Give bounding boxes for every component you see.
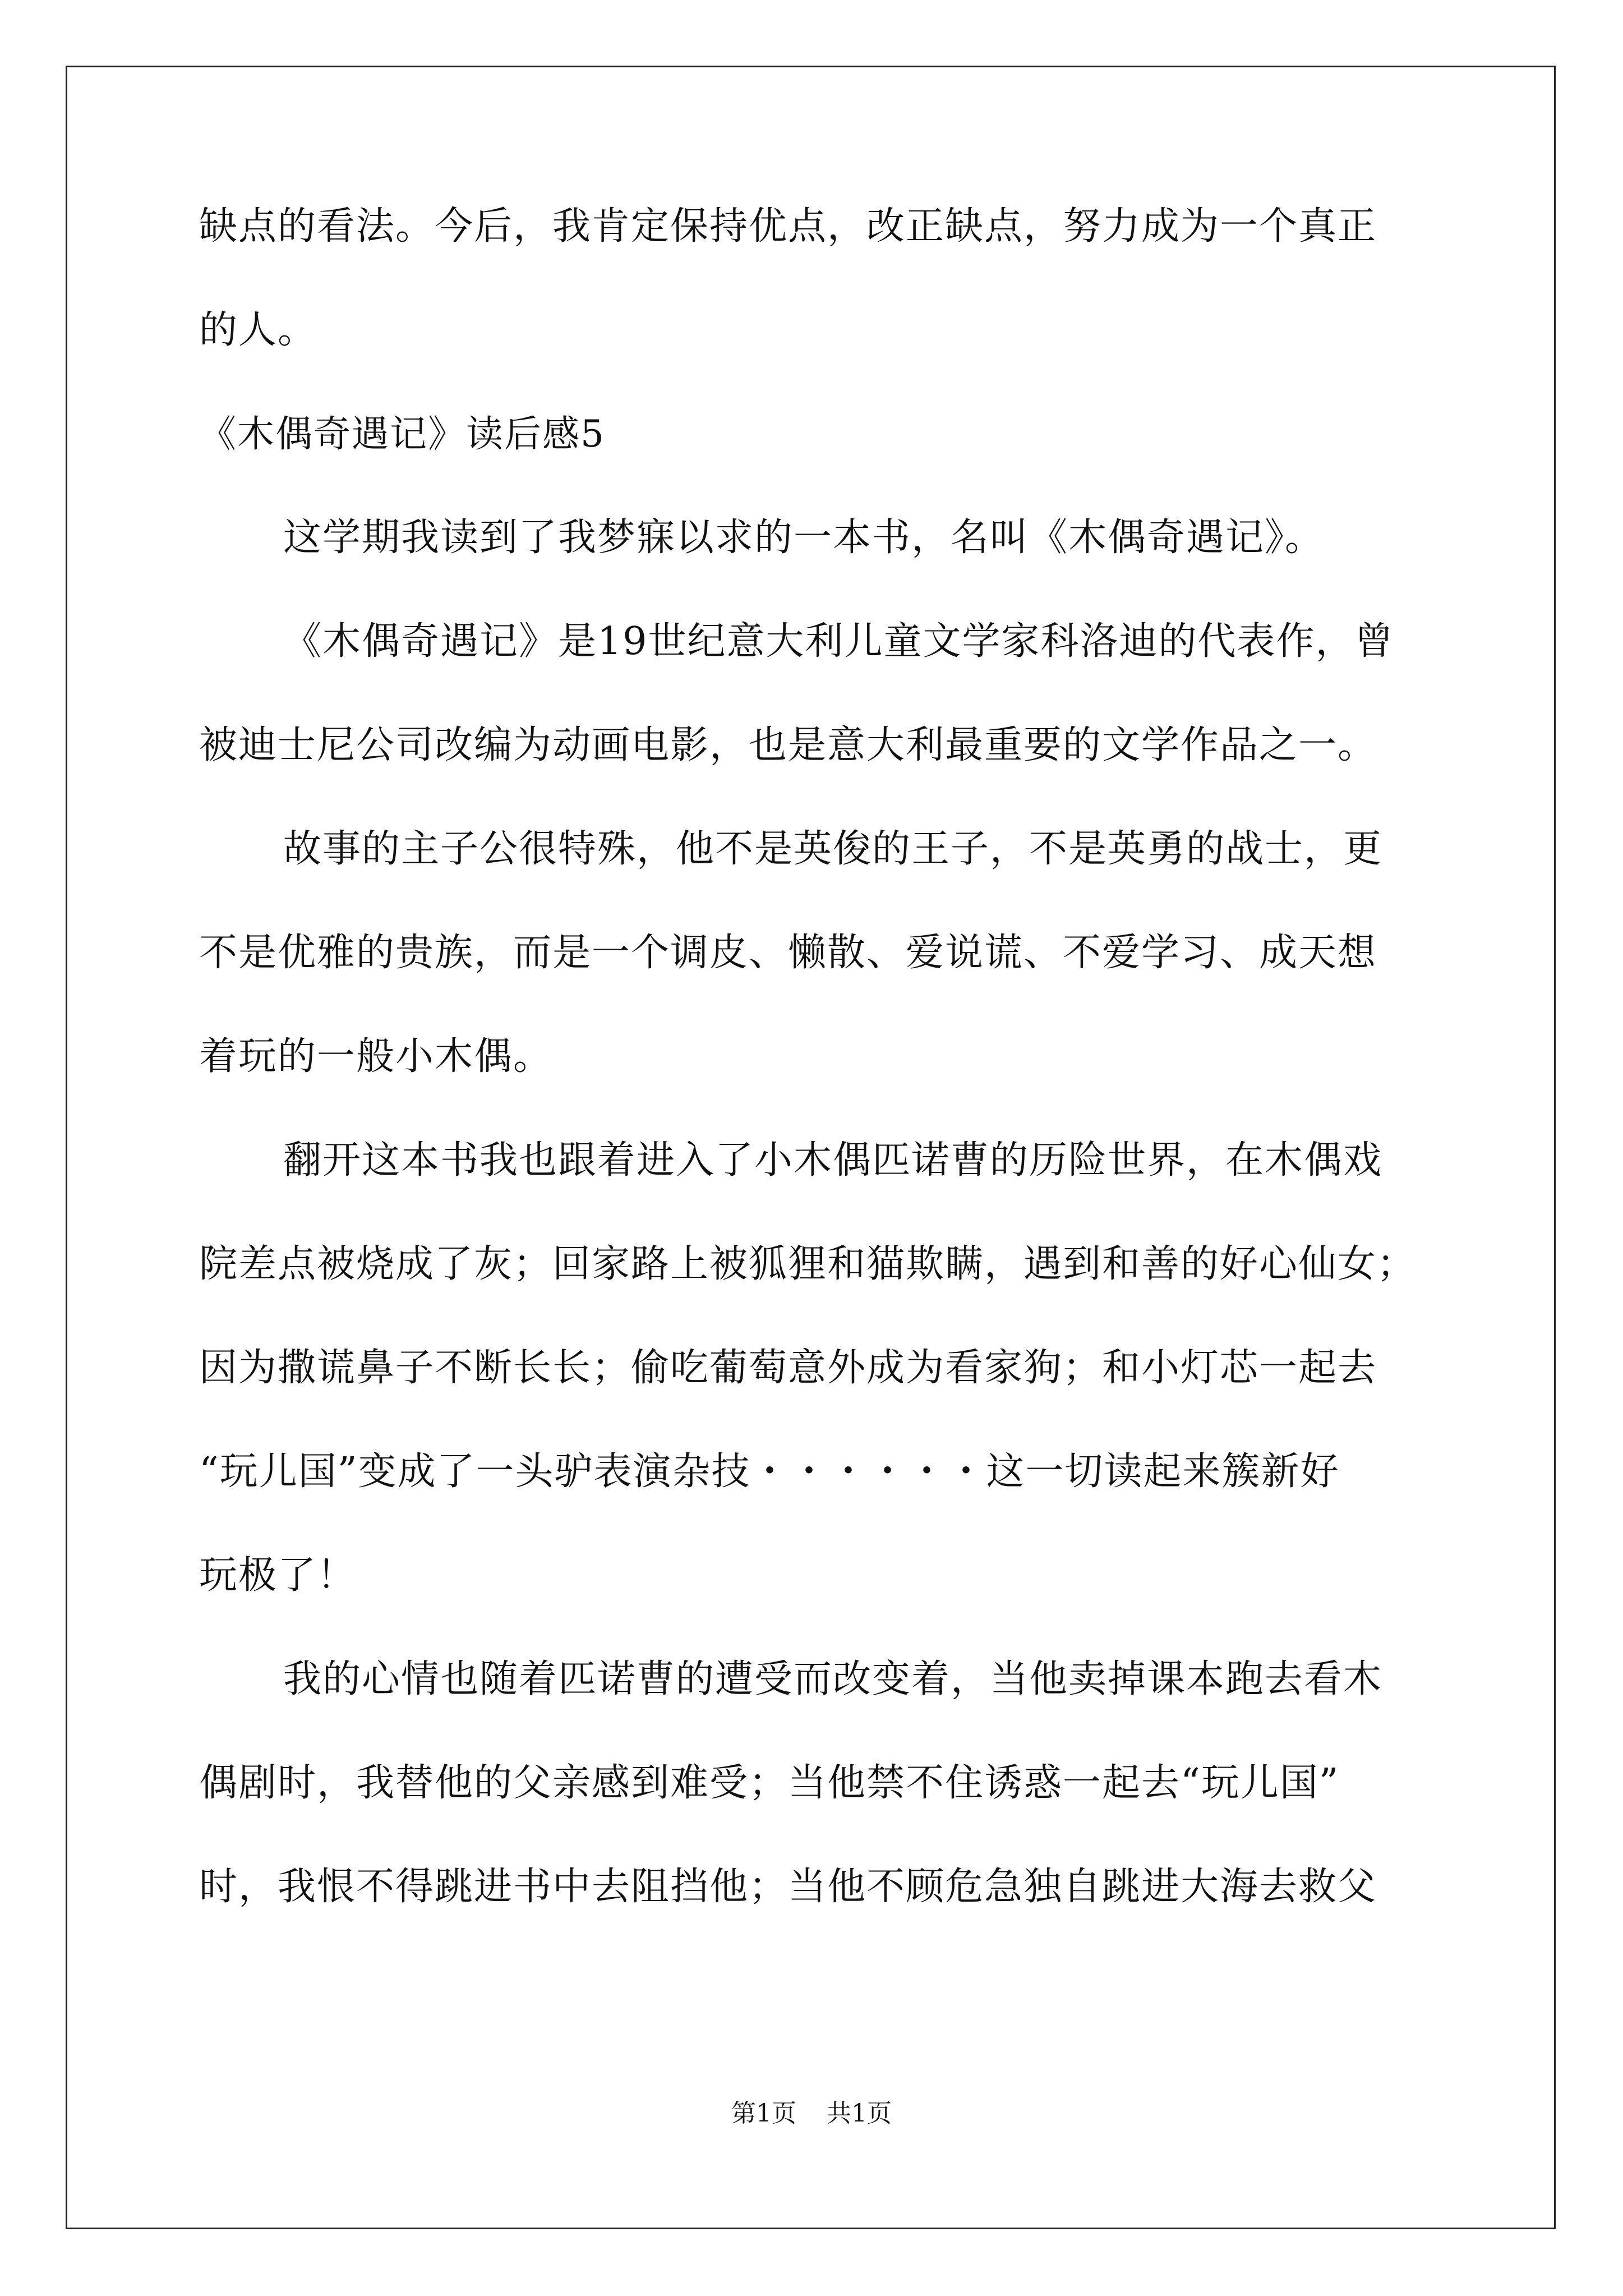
document-body [199, 204, 1455, 1972]
paragraph-line: 院差点被烧成了灰；回家路上被狐狸和猫欺瞒，遇到和善的好心仙女； [199, 1242, 1417, 1286]
paragraph-line: 偶剧时，我替他的父亲感到难受；当他禁不住诱惑一起去“玩儿国” [199, 1761, 1340, 1805]
text-line: 缺点的看法。今后，我肯定保持优点，改正缺点，努力成为一个真正 [199, 204, 1377, 249]
page-number: 第1页 [731, 2099, 796, 2128]
paragraph-line: 着玩的一般小木偶。 [199, 1034, 553, 1079]
paragraph-line: 故事的主子公很特殊，他不是英俊的王子，不是英勇的战士，更 [283, 827, 1383, 871]
page-footer [0, 2100, 1623, 2128]
text-line: 的人。 [199, 308, 317, 352]
paragraph-line: 时，我恨不得跳进书中去阻挡他；当他不顾危急独自跳进大海去救父 [199, 1865, 1377, 1909]
paragraph-line: 这学期我读到了我梦寐以求的一本书，名叫《木偶奇遇记》。 [283, 516, 1325, 560]
section-title: 《木偶奇遇记》读后感5 [199, 412, 605, 455]
paragraph-line: 被迪士尼公司改编为动画电影，也是意大利最重要的文学作品之一。 [199, 723, 1377, 767]
paragraph-line: 我的心情也随着匹诺曹的遭受而改变着，当他卖掉课本跑去看木 [283, 1657, 1383, 1701]
paragraph-line: “玩儿国”变成了一头驴表演杂技・・・・・・这一切读起来簇新好 [199, 1450, 1340, 1494]
paragraph-line: 《木偶奇遇记》是19世纪意大利儿童文学家科洛迪的代表作，曾 [283, 619, 1394, 664]
paragraph-line: 翻开这本书我也跟着进入了小木偶匹诺曹的历险世界，在木偶戏 [283, 1138, 1383, 1182]
paragraph-line: 不是优雅的贵族，而是一个调皮、懒散、爱说谎、不爱学习、成天想 [199, 931, 1377, 975]
paragraph-line: 玩极了！ [199, 1553, 357, 1598]
paragraph-line: 因为撒谎鼻子不断长长；偷吃葡萄意外成为看家狗；和小灯芯一起去 [199, 1346, 1377, 1390]
page-total: 共1页 [827, 2099, 892, 2128]
